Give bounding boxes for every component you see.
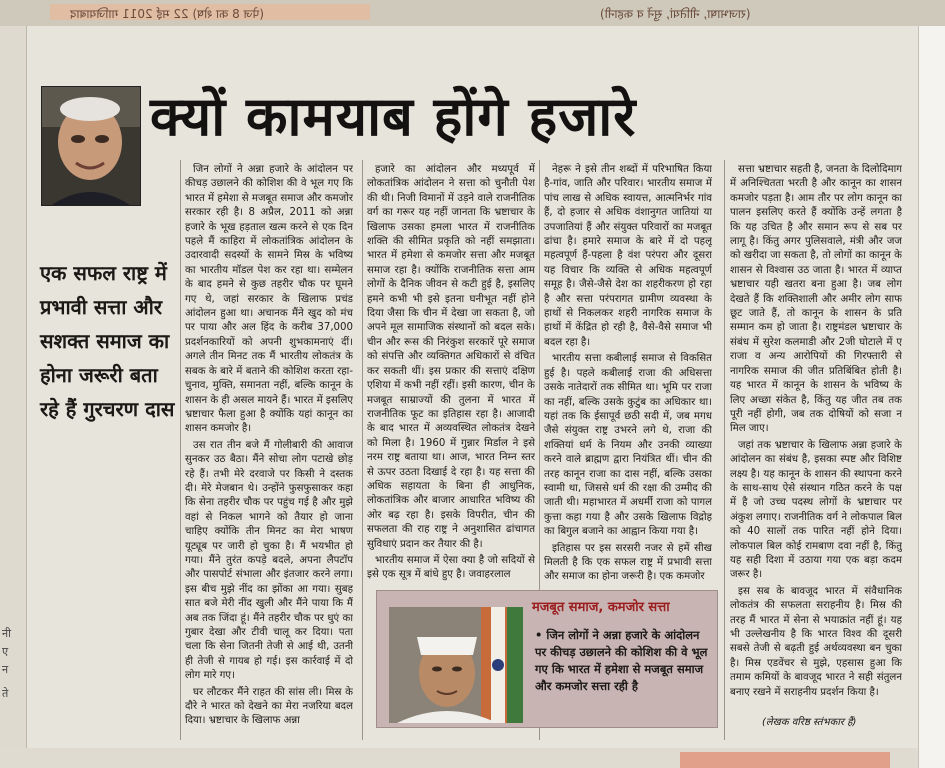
pullquote-photo xyxy=(389,607,523,723)
standfirst: एक सफल राष्ट्र में प्रभावी सत्ता और सशक्त समाज का होना जरूरी बता रहे हैं गुरचरण दास xyxy=(40,261,175,421)
paragraph: भारतीय सत्ता कबीलाई समाज से विकसित हुई है। पहले कबीलाई राजा की अधिसत्ता उसके नातेदारों तक सीमित था। भूमि पर राजा का नहीं, बल्कि उसके कुटुंब का अधिकार था। यहां तक कि ईसापूर्व छठी सदी में, जब मगध जैसे संयुक्त राष्ट्र उभरने लगे थे, राजा की शक्तियां धर्म के नियम और उनकी व्याख्या करने वाले ब्राह्मण द्वारा नियंत्रित थीं। चीन की तरह कानून राजा का दास नहीं, बल्कि उसका स्वामी था, जिससे धर्म की रक्षा की उम्मीद की जाती थी। महाभारत में अधर्मी राजा को पागल कुत्ता कहा गया है और उसके खिलाफ विद्रोह का बिगुल बजाने का आह्वान किया गया है। xyxy=(544,353,712,538)
column-rule xyxy=(362,160,363,740)
article-column-1 xyxy=(185,163,353,738)
page-edge xyxy=(918,26,945,768)
previous-page-strip xyxy=(0,0,945,27)
paragraph: जिन लोगों ने अन्ना हजारे के आंदोलन पर कीचड़ उछालने की कोशिश की वे भूल गए कि भारत में हमेशा से मजबूत समाज और कमजोर सरकार रही है। 8 अप्रैल, 2011 को अन्ना हजारे के भूख हड़ताल खत्म करने से एक दिन पहले मैं काहिरा में लोकतांत्रिक आंदोलन के उदारवादी सदस्यों के सामने मिस्र के भविष्य का भारतीय मॉडल पेश कर रहा था। सम्मेलन के बाद हमने से कुछ तहरीर चौक पर घूमने गए थे, जहां सरकार के खिलाफ प्रचंड आंदोलन हुआ था। अचानक मैंने खुद को मंच पर पाया और अल हिंद के करीब 37,000 प्रदर्शनकारियों को अपनी शुभकामनाएं दीं। अगले तीन मिनट तक मैं भारतीय लोकतंत्र के सबक के बारे में बताने की कोशिश करता रहा-चुनाव, मुक्ति, समानता नहीं, बल्कि कानून के शासन के ही असल मायने हैं। भारत में इसलिए भ्रष्टाचार फैला हुआ है क्योंकि यहां कानून का शासन कमजोर है। xyxy=(185,164,353,435)
headline: क्यों कामयाब होंगे हजारे xyxy=(150,85,637,148)
adjacent-column-strip xyxy=(0,26,27,768)
paragraph: इतिहास पर इस सरसरी नजर से हमें सीख मिलती है कि एक सफल राष्ट्र में प्रभावी सत्ता और समाज का होना जरूरी है। एक कमजोर xyxy=(544,542,712,583)
anna-hazare-photo-image xyxy=(389,607,523,723)
bleed-through-text-right: (राजभाषा, नीतियां, सुनें व कहानी) xyxy=(600,7,751,21)
paragraph: इस सब के बावजूद भारत में संवैधानिक लोकतंत्र की सफलता सराहनीय है। मिस्र की तरह मैं भारत में सेना से भयाक्रांत नहीं हूं। यह भी उल्लेखनीय है कि भारत विश्व की दूसरी सबसे तेजी से बढ़ती हुई अर्थव्यवस्था बन चुका है। मिस्र एडवेंचर से मुझे, एहसास हुआ कि तमाम कमियों के बावजूद भारत ने सही संतुलन बनाए रखने में सराहनीय प्रदर्शन किया है। xyxy=(730,585,902,698)
author-byline: (लेखक वरिष्ठ स्तंभकार हैं) xyxy=(762,717,857,728)
paragraph: सत्ता भ्रष्टाचार सहती है, जनता के दिलोदिमाग में अनिश्चितता भरती है और कानून का शासन कमजोर पड़ता है। आम तौर पर लोग कानून का पालन इसलिए करते हैं क्योंकि उन्हें लगता है कि यह उचित है और समान रूप से सब पर लागू है। किंतु अगर पुलिसवाले, मंत्री और जज को खरीदा जा सकता है, तो लोगों का कानून के शासन से विश्वास उठ जाता है। भारत में व्याप्त भ्रष्टाचार यही खतरा बना हुआ है। जब लोग देखते हैं कि शक्तिशाली और अमीर लोग साफ छूट जाते हैं, तो कानून के शासन के प्रति सम्मान कम हो जाता है। राष्ट्रमंडल भ्रष्टाचार के संबंध में सुरेश कलमाडी और 2जी घोटाले में ए राजा व अन्य आरोपियों की गिरफ्तारी से नागरिक समाज की जीत प्रतिबिंबित होती है। यह भारत में कानून के शासन के भविष्य के लिए अच्छा संकेत है, किंतु यह जीत तब तक पूरी नहीं होगी, जब तक दोषियों को सजा न मिल जाए। xyxy=(730,164,902,435)
author-photo xyxy=(41,86,141,206)
column-rule xyxy=(724,160,725,740)
pullquote-text: • जिन लोगों ने अन्ना हजारे के आंदोलन पर कीचड़ उछालने की कोशिश की वे भूल गए कि भारत में हमेशा से मजबूत समाज और कमजोर सत्ता रही है xyxy=(535,628,708,693)
pullquote-box xyxy=(376,590,718,728)
paragraph: हजारे का आंदोलन और मध्यपूर्व में लोकतांत्रिक आंदोलन ने सत्ता को चुनौती पेश की थी। निजी विमानों में उड़ने वाले राजनीतिक वर्ग का गरूर यह नहीं जानता कि भ्रष्टाचार के खिलाफ उसका हमला भारत में राजनीतिक शक्ति की सीमित प्रकृति को नहीं समझाता। भारत में हमेशा से कमजोर सत्ता और मजबूत समाज रहा है। क्योंकि राजनीतिक सत्ता आम लोगों के दैनिक जीवन से कटी हुई है, इसलिए हमने कभी भी इसे इतना घनीभूत नहीं होने दिया जैसा कि चीन में देखा जा सकता है, जो अपने मूल सामाजिक संस्थानों को बदल सके। चीन और रूस की निरंकुश सरकारें पूरे समाज को संपत्ति और व्यक्तिगत अधिकारों से वंचित कर सकती थीं। इस प्रकार की सत्ताएं दक्षिण एशिया में कभी नहीं रहीं। इसी कारण, चीन के मजबूत साम्राज्यों की तुलना में भारत में राजनीतिक फूट का इतिहास रहा है। आजादी के बाद भारत में अव्यवस्थित लोकतंत्र देखने को मिला है। 1960 में गुन्नार मिर्डाल ने इसे नरम राष्ट्र बताया था। आज, भारत निम्न स्तर से ऊपर उठता दिखाई दे रहा है। यह सत्ता की अधिक सहायता के बिना ही आधुनिक, लोकतांत्रिक और बाजार आधारित भविष्य की ओर बढ़ रहा है। इसके विपरीत, चीन की सफलता की राह राष्ट्र ने अनुशासित ढांचागत सुविधाएं प्रदान कर तैयार की है। xyxy=(367,164,535,550)
left-fragment: ते xyxy=(2,687,9,700)
author-portrait-image xyxy=(42,87,140,205)
left-fragment: न xyxy=(2,663,9,676)
bottom-colored-band xyxy=(680,752,890,768)
paragraph: नेहरू ने इसे तीन शब्दों में परिभाषित किया है-गांव, जाति और परिवार। भारतीय समाज में पांच लाख से अधिक स्वायत्त, आत्मनिर्भर गांव हैं, दो हजार से अधिक वंशानुगत जातियां या उपजातियां हैं और संयुक्त परिवारों का मजबूत ढांचा है। हमारे समाज के बारे में दो पहलू महत्वपूर्ण हैं-पहला है वंश परंपरा और दूसरा यह विचार कि व्यक्ति से अधिक महत्वपूर्ण समूह है। जैसे-जैसे देश का शहरीकरण हो रहा है और सत्ता परंपरागत ग्रामीण व्यवस्था के हाथों से निकलकर शहरी नागरिक समाज के हाथों में केंद्रित हो रही है, वैसे-वैसे समाज भी बदल रहा है। xyxy=(544,164,712,348)
paragraph: जहां तक भ्रष्टाचार के खिलाफ अन्ना हजारे के आंदोलन का संबंध है, इसका स्पष्ट और विशिष्ट लक्ष्य है। यह कानून के शासन की स्थापना करने के साथ-साथ ऐसे संस्थान गठित करने के पक्ष में है जो उच्च पदस्थ लोगों के भ्रष्टाचार पर अंकुश लगाए। राजनीतिक वर्ग ने लोकपाल बिल को 40 सालों तक पारित नहीं होने दिया। लोकपाल बिल कोई रामबाण दवा नहीं है, किंतु यह सही दिशा में उठाया गया एक बड़ा कदम जरूर है। xyxy=(730,439,902,581)
column-rule xyxy=(180,160,181,740)
next-page-strip xyxy=(0,748,918,768)
left-fragment: नी xyxy=(2,627,11,640)
bleed-through-text-left: (पेज 8 का शेष) 22 मई 2011 गाजियाबाद xyxy=(70,7,264,21)
paragraph: उस रात तीन बजे मैं गोलीबारी की आवाज सुनकर उठ बैठा। मैंने सोचा लोग पटाखे छोड़ रहे हैं। तभी मेरे दरवाजे पर किसी ने दस्तक दी। मेरे मेजबान थे। उन्होंने फुसफुसाकर कहा कि सेना तहरीर चौक पर पहुंच गई है और मुझे वहां से निकल भागने को तैयार हो जाना चाहिए क्योंकि तीन मिनट का मेरा भाषण यूट्यूब पर जारी हो चुका है। मैं भयभीत हो गया। मैंने तुरंत कपड़े बदले, अपना लैपटॉप और पासपोर्ट संभाला और इंतजार करने लगा। इस बीच मुझे नींद का झोंका आ गया। सुबह सात बजे मेरी नींद खुली और मैंने पाया कि मैं अब तक जिंदा हूं। मैंने तहरीर चौक पर धुएं का गुबार देखा और टीवी चालू कर दिया। पता चला कि सेना जितनी तेजी से आई थी, उतनी ही तेजी से गायब हो गई। इस कार्रवाई में दो लोग मारे गए। xyxy=(185,439,353,682)
paragraph: घर लौटकर मैंने राहत की सांस ली। मिस्र के दौरे ने भारत को देखने का मेरा नजरिया बदल दिया। भ्रष्टाचार के खिलाफ अन्ना xyxy=(185,686,353,727)
pullquote-title: मजबूत समाज, कमजोर सत्ता xyxy=(532,600,670,615)
paragraph: भारतीय समाज में ऐसा क्या है जो सदियों से इसे एक सूत्र में बांधे हुए है। जवाहरलाल xyxy=(367,554,535,581)
article-column-3 xyxy=(544,163,712,603)
article-column-4 xyxy=(730,163,902,733)
left-fragment: ए xyxy=(2,645,9,658)
